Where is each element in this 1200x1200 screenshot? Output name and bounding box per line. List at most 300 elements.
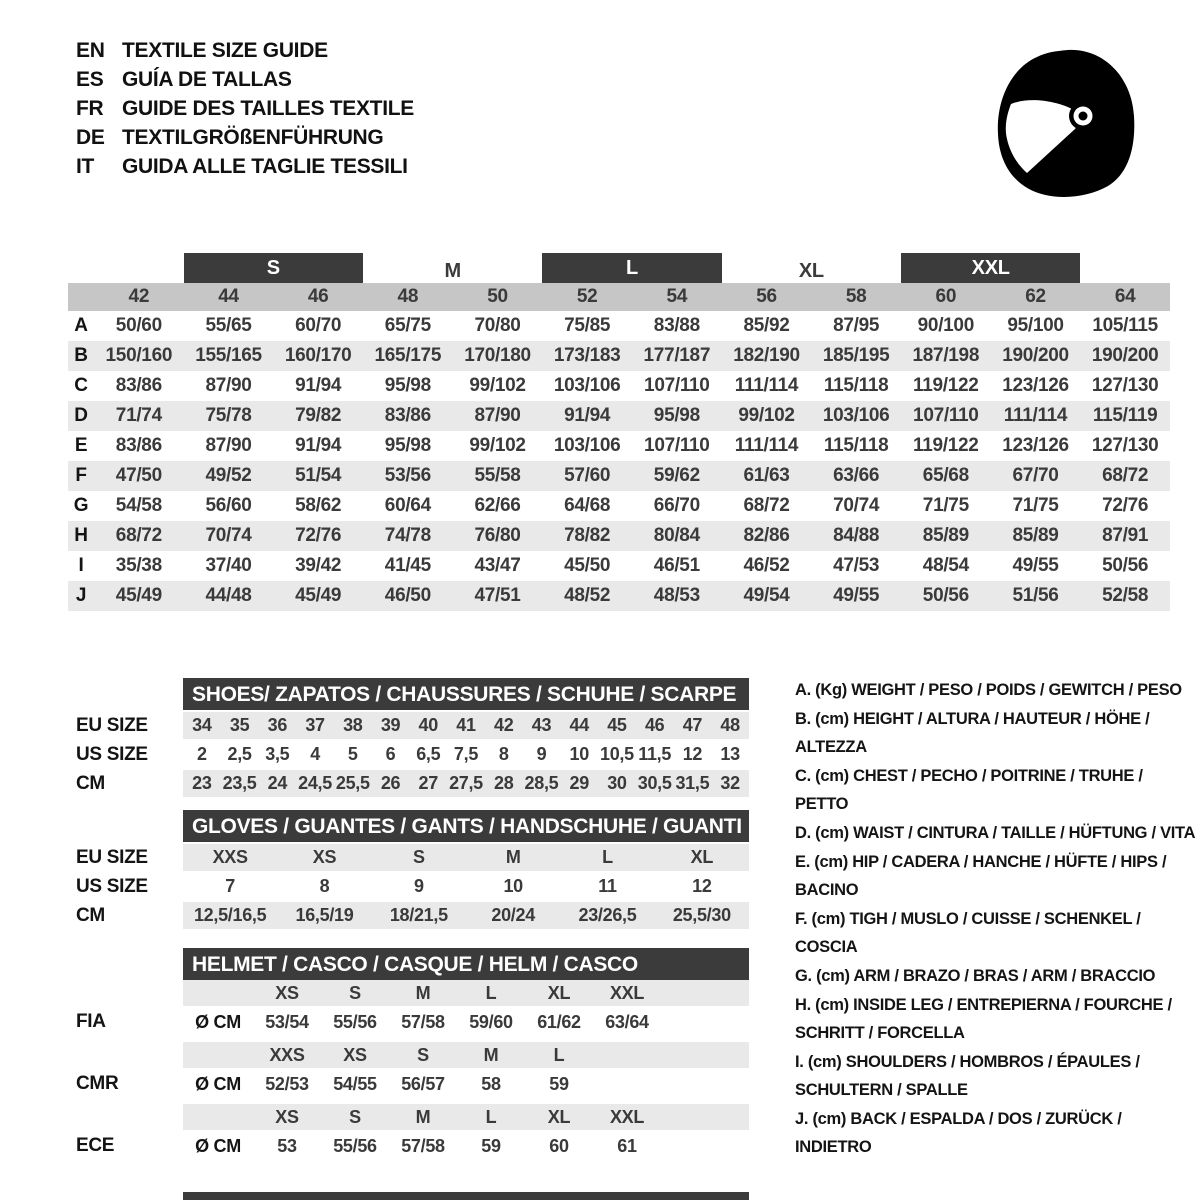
guide-title: GUIDA ALLE TAGLIE TESSILI — [122, 155, 408, 178]
gloves-section-header: GLOVES / GUANTES / GANTS / HANDSCHUHE / GUANTI — [183, 810, 749, 842]
size-value: 23,5 — [222, 773, 257, 793]
row-letter: H — [74, 525, 88, 546]
size-value: 7 — [225, 876, 236, 896]
size-value: 20/24 — [491, 905, 535, 925]
column-header: 52 — [576, 286, 598, 307]
size-value: 2 — [197, 744, 207, 764]
measurement-row — [68, 341, 1170, 371]
measurement-row — [68, 551, 1170, 581]
shoes-row-label: CM — [76, 773, 105, 794]
helmet-size-label: M — [483, 1044, 499, 1065]
measurement-row — [68, 371, 1170, 401]
size-value: 4 — [310, 744, 320, 764]
size-value: 79/82 — [295, 405, 342, 426]
legend-item: B. (cm) HEIGHT / ALTURA / HAUTEUR / HÖHE / ALTEZZA — [795, 710, 1150, 756]
size-value: 111/114 — [734, 435, 799, 456]
cropped-section-bar — [183, 1192, 749, 1200]
size-value: XS — [312, 847, 337, 867]
helmet-size-label: M — [415, 982, 431, 1003]
size-value: 66/70 — [653, 495, 700, 516]
size-value: 75/78 — [205, 405, 252, 426]
row-letter: E — [74, 435, 88, 456]
size-value: 68/72 — [743, 495, 790, 516]
gloves-row — [183, 873, 749, 900]
helmet-size-label: XL — [547, 982, 571, 1003]
size-value: 67/70 — [1012, 465, 1059, 486]
row-letter: C — [74, 375, 88, 396]
size-value: 127/130 — [1091, 375, 1159, 396]
diameter-unit: Ø CM — [195, 1011, 241, 1032]
helmet-standard-name: FIA — [76, 1011, 106, 1032]
size-value: 38 — [343, 715, 363, 735]
size-value: 11,5 — [638, 744, 672, 764]
size-value: 24,5 — [298, 773, 332, 793]
helmet-size-row — [183, 1104, 749, 1130]
size-value: 30,5 — [637, 773, 672, 793]
column-header: 46 — [307, 286, 329, 307]
size-value: 44/48 — [205, 585, 252, 606]
helmet-size-label: XS — [275, 1106, 299, 1127]
helmet-size-value: 53/54 — [265, 1011, 309, 1032]
size-value: 99/102 — [469, 435, 526, 456]
language-row — [76, 123, 414, 152]
helmet-size-label: S — [417, 1044, 429, 1065]
helmet-size-value: 57/58 — [401, 1135, 445, 1156]
size-value: 10 — [569, 744, 589, 764]
helmet-size-label: XXL — [609, 1106, 645, 1127]
helmet-size-label: L — [485, 982, 497, 1003]
size-value: 16,5/19 — [295, 905, 354, 925]
size-value: 85/92 — [743, 315, 790, 336]
size-value: 80/84 — [653, 525, 700, 546]
helmet-size-value: 61/62 — [537, 1011, 581, 1032]
size-value: 25,5 — [335, 773, 370, 793]
size-value: 18/21,5 — [389, 905, 448, 925]
racing-helmet-icon-svg — [982, 36, 1142, 204]
language-row — [76, 36, 414, 65]
size-value: 8 — [319, 876, 330, 896]
size-label-s: S — [184, 253, 363, 283]
size-value: 27 — [418, 773, 438, 793]
size-value: 91/94 — [564, 405, 611, 426]
size-label-m: M — [444, 260, 461, 282]
size-value: 50/56 — [922, 585, 969, 606]
size-value: 47 — [682, 715, 703, 735]
shoes-row — [183, 770, 749, 797]
size-value: 49/55 — [1012, 555, 1059, 576]
size-value: 49/55 — [833, 585, 880, 606]
size-value: 75/85 — [564, 315, 611, 336]
size-value: 12 — [682, 744, 703, 764]
size-value: 35 — [229, 715, 250, 735]
size-value: 46 — [644, 715, 665, 735]
language-row — [76, 152, 414, 181]
row-letter: J — [75, 585, 87, 606]
helmet-size-value: 55/56 — [333, 1011, 377, 1032]
size-value: 34 — [192, 715, 212, 735]
size-value: 56/60 — [205, 495, 252, 516]
measurement-row — [68, 491, 1170, 521]
size-value: 91/94 — [295, 435, 342, 456]
size-value: 12,5/16,5 — [193, 905, 267, 925]
size-value: 10 — [503, 876, 523, 896]
helmet-standard-name: ECE — [76, 1135, 115, 1156]
size-value: 39 — [380, 715, 401, 735]
size-value: L — [602, 847, 613, 867]
size-value: 95/98 — [384, 375, 431, 396]
row-letter: D — [74, 405, 88, 426]
helmet-size-label: XL — [547, 1106, 571, 1127]
row-letter: F — [75, 465, 87, 486]
size-value: 43/47 — [474, 555, 521, 576]
size-value: 43 — [531, 715, 552, 735]
size-value: 87/90 — [474, 405, 521, 426]
helmet-section-header: HELMET / CASCO / CASQUE / HELM / CASCO — [183, 948, 749, 980]
size-value: 31,5 — [675, 773, 710, 793]
size-value: 30 — [607, 773, 627, 793]
size-value: 87/90 — [205, 375, 252, 396]
size-value: 87/95 — [833, 315, 880, 336]
size-letter-header-row — [68, 253, 1170, 283]
shoes-row-label: EU SIZE — [76, 715, 148, 736]
size-value: 45/50 — [564, 555, 611, 576]
size-value: 60/70 — [295, 315, 342, 336]
size-value: 95/98 — [653, 405, 700, 426]
helmet-standard-name: CMR — [76, 1073, 119, 1094]
measurement-row — [68, 401, 1170, 431]
language-row — [76, 65, 414, 94]
size-value: 71/74 — [115, 405, 162, 426]
helmet-size-value: 59/60 — [469, 1011, 513, 1032]
size-value: 115/118 — [823, 435, 889, 456]
size-label-l: L — [542, 253, 721, 283]
size-value: M — [505, 847, 521, 867]
gloves-row-label: US SIZE — [76, 876, 148, 897]
size-value: 173/183 — [553, 345, 621, 366]
helmet-value-row — [183, 1130, 749, 1162]
size-label-xl: XL — [798, 260, 824, 282]
size-value: 49/52 — [205, 465, 252, 486]
size-value: 46/52 — [743, 555, 790, 576]
size-value: 7,5 — [453, 744, 479, 764]
helmet-size-value: 59 — [481, 1135, 501, 1156]
size-value: 23 — [192, 773, 212, 793]
size-value: 8 — [498, 744, 509, 764]
legend-item: F. (cm) TIGH / MUSLO / CUISSE / SCHENKEL / COSCIA — [795, 910, 1141, 956]
size-value: 49/54 — [743, 585, 790, 606]
size-value: XXS — [212, 847, 248, 867]
helmet-size-value: 52/53 — [265, 1073, 309, 1094]
helmet-size-value: 56/57 — [401, 1073, 445, 1094]
diameter-unit: Ø CM — [195, 1135, 241, 1156]
textile-size-table — [68, 253, 1170, 611]
column-header: 60 — [935, 286, 957, 307]
size-value: 83/86 — [115, 375, 162, 396]
size-value: 32 — [720, 773, 740, 793]
size-value: 64/68 — [564, 495, 611, 516]
row-letter: A — [74, 315, 88, 336]
legend-item: I. (cm) SHOULDERS / HOMBROS / ÉPAULES / SCHULTERN / SPALLE — [795, 1053, 1140, 1099]
size-value: 45/49 — [295, 585, 342, 606]
helmet-value-row — [183, 1068, 749, 1100]
measurement-row — [68, 431, 1170, 461]
helmet-size-label: S — [349, 1106, 361, 1127]
language-code: IT — [76, 155, 95, 178]
size-value: 99/102 — [469, 375, 526, 396]
size-value: 48/53 — [653, 585, 700, 606]
size-value: 51/54 — [295, 465, 342, 486]
size-value: 85/89 — [1012, 525, 1059, 546]
size-value: 72/76 — [295, 525, 342, 546]
helmet-standard-group — [183, 1042, 749, 1100]
size-value: 155/165 — [195, 345, 262, 366]
legend-item: J. (cm) BACK / ESPALDA / DOS / ZURÜCK / INDIETRO — [795, 1110, 1122, 1156]
size-value: 82/86 — [743, 525, 790, 546]
size-value: 107/110 — [644, 435, 710, 456]
helmet-size-row — [183, 1042, 749, 1068]
racing-helmet-icon — [982, 36, 1142, 206]
size-value: XL — [690, 847, 714, 867]
size-value: 39/42 — [295, 555, 342, 576]
size-value: 40 — [418, 715, 438, 735]
legend-item: G. (cm) ARM / BRAZO / BRAS / ARM / BRACCIO — [795, 967, 1156, 985]
size-value: 11 — [598, 876, 617, 896]
measurement-legend — [795, 676, 1197, 1162]
size-value: 42 — [494, 715, 514, 735]
column-header: 44 — [218, 286, 239, 307]
size-value: 190/200 — [1091, 345, 1159, 366]
size-value: 47/50 — [115, 465, 162, 486]
size-value: 87/91 — [1102, 525, 1149, 546]
size-value: 29 — [569, 773, 589, 793]
size-value: 28 — [494, 773, 514, 793]
helmet-size-value: 54/55 — [333, 1073, 377, 1094]
size-value: 103/106 — [553, 435, 621, 456]
size-value: 9 — [536, 744, 547, 764]
size-value: 127/130 — [1091, 435, 1159, 456]
helmet-size-label: L — [553, 1044, 565, 1065]
helmet-size-value: 63/64 — [605, 1011, 649, 1032]
size-value: 71/75 — [922, 495, 969, 516]
column-header: 54 — [666, 286, 688, 307]
size-value: 150/160 — [105, 345, 173, 366]
gloves-row-label: EU SIZE — [76, 847, 148, 868]
size-value: 26 — [380, 773, 401, 793]
size-value: 115/119 — [1092, 405, 1158, 426]
size-value: 60/64 — [384, 495, 431, 516]
size-value: 48/52 — [564, 585, 611, 606]
size-value: 23/26,5 — [578, 905, 637, 925]
size-value: 160/170 — [284, 345, 352, 366]
size-value: 61/63 — [743, 465, 790, 486]
size-value: 103/106 — [822, 405, 890, 426]
numeric-size-header-row — [68, 283, 1170, 311]
gloves-row — [183, 844, 749, 871]
helmet-size-label: XXS — [269, 1044, 305, 1065]
size-value: 47/53 — [833, 555, 880, 576]
size-value: 91/94 — [295, 375, 342, 396]
language-code: ES — [76, 68, 104, 91]
size-value: 48 — [720, 715, 740, 735]
row-letter: B — [74, 345, 88, 366]
size-value: 83/88 — [653, 315, 700, 336]
size-value: 54/58 — [115, 495, 162, 516]
language-code: DE — [76, 126, 105, 149]
size-value: 190/200 — [1002, 345, 1069, 366]
row-letter: I — [78, 555, 84, 576]
helmet-size-label: XXL — [609, 982, 645, 1003]
column-header: 58 — [845, 286, 867, 307]
size-value: 107/110 — [644, 375, 710, 396]
measurement-rows — [68, 311, 1170, 611]
row-letter: G — [73, 495, 89, 516]
gloves-row-label: CM — [76, 905, 105, 926]
size-value: 165/175 — [374, 345, 442, 366]
size-value: 55/65 — [205, 315, 252, 336]
language-title-list — [76, 36, 414, 181]
size-value: 9 — [413, 876, 424, 896]
size-value: 119/122 — [913, 435, 979, 456]
language-row — [76, 94, 414, 123]
size-value: 6,5 — [416, 744, 441, 764]
size-value: 187/198 — [912, 345, 980, 366]
helmet-size-value: 60 — [549, 1135, 569, 1156]
size-value: 52/58 — [1102, 585, 1149, 606]
size-value: 84/88 — [833, 525, 880, 546]
helmet-size-rows — [183, 980, 749, 1166]
legend-item: H. (cm) INSIDE LEG / ENTREPIERNA / FOURCHE / SCHRITT / FORCELLA — [795, 996, 1172, 1042]
size-value: 123/126 — [1002, 435, 1069, 456]
legend-item: A. (Kg) WEIGHT / PESO / POIDS / GEWITCH / PESO — [795, 681, 1182, 699]
size-value: 95/98 — [384, 435, 431, 456]
size-value: 50/60 — [115, 315, 162, 336]
legend-item: D. (cm) WAIST / CINTURA / TAILLE / HÜFTUNG / VITA — [795, 824, 1196, 842]
size-value: 185/195 — [822, 345, 890, 366]
guide-title: TEXTILE SIZE GUIDE — [122, 39, 328, 62]
size-value: 41 — [456, 715, 476, 735]
size-value: 44 — [569, 715, 589, 735]
language-code: FR — [76, 97, 104, 120]
size-value: 41/45 — [384, 555, 431, 576]
column-header: 64 — [1114, 286, 1136, 307]
size-value: 28,5 — [524, 773, 559, 793]
size-value: 27,5 — [449, 773, 483, 793]
size-value: 70/74 — [205, 525, 252, 546]
size-value: 55/58 — [474, 465, 521, 486]
size-value: 46/50 — [384, 585, 431, 606]
size-value: 70/74 — [833, 495, 880, 516]
size-value: 105/115 — [1092, 315, 1158, 336]
guide-title: GUIDE DES TAILLES TEXTILE — [122, 97, 414, 120]
diameter-unit: Ø CM — [195, 1073, 241, 1094]
shoes-section-header: SHOES/ ZAPATOS / CHAUSSURES / SCHUHE / SCARPE — [183, 678, 749, 710]
helmet-size-label: XS — [275, 982, 299, 1003]
size-value: 85/89 — [922, 525, 969, 546]
column-header: 50 — [487, 286, 508, 307]
size-value: 70/80 — [474, 315, 521, 336]
helmet-size-value: 53 — [277, 1135, 297, 1156]
size-value: 83/86 — [115, 435, 162, 456]
size-value: 177/187 — [643, 345, 711, 366]
gloves-row — [183, 902, 749, 929]
size-value: 99/102 — [738, 405, 795, 426]
size-value: 90/100 — [917, 315, 974, 336]
language-code: EN — [76, 39, 105, 62]
size-value: 58/62 — [295, 495, 342, 516]
size-value: 111/114 — [734, 375, 799, 396]
size-value: 2,5 — [227, 744, 252, 764]
size-value: 170/180 — [464, 345, 531, 366]
helmet-size-value: 58 — [481, 1073, 501, 1094]
size-value: 59/62 — [653, 465, 700, 486]
helmet-standard-group — [183, 1104, 749, 1162]
size-value: 87/90 — [205, 435, 252, 456]
size-value: 65/75 — [384, 315, 431, 336]
size-value: 63/66 — [833, 465, 880, 486]
size-value: 115/118 — [823, 375, 889, 396]
helmet-size-label: M — [415, 1106, 431, 1127]
helmet-size-label: L — [485, 1106, 497, 1127]
size-value: 68/72 — [115, 525, 162, 546]
shoes-row — [183, 712, 749, 739]
shoes-row — [183, 741, 749, 768]
column-header: 48 — [397, 286, 419, 307]
size-value: 74/78 — [384, 525, 431, 546]
measurement-row — [68, 521, 1170, 551]
shoes-size-rows — [183, 712, 749, 799]
size-value: 35/38 — [115, 555, 162, 576]
size-value: 103/106 — [553, 375, 621, 396]
size-value: 62/66 — [474, 495, 521, 516]
size-value: 47/51 — [474, 585, 521, 606]
size-value: 123/126 — [1002, 375, 1069, 396]
size-value: 71/75 — [1012, 495, 1059, 516]
column-header: 42 — [128, 286, 150, 307]
size-value: 107/110 — [913, 405, 979, 426]
size-value: 13 — [720, 744, 740, 764]
size-value: 45 — [607, 715, 627, 735]
measurement-row — [68, 311, 1170, 341]
helmet-size-label: S — [349, 982, 361, 1003]
size-value: 48/54 — [922, 555, 969, 576]
helmet-size-value: 59 — [549, 1073, 569, 1094]
size-value: 50/56 — [1102, 555, 1149, 576]
helmet-size-value: 57/58 — [401, 1011, 445, 1032]
size-value: 3,5 — [265, 744, 290, 764]
size-value: 24 — [267, 773, 288, 793]
size-value: 78/82 — [564, 525, 611, 546]
size-value: 68/72 — [1102, 465, 1149, 486]
size-value: 83/86 — [384, 405, 431, 426]
helmet-size-row — [183, 980, 749, 1006]
size-value: 111/114 — [1003, 405, 1068, 426]
size-value: 6 — [385, 744, 396, 764]
shoes-row-labels — [76, 712, 180, 799]
size-value: 53/56 — [384, 465, 431, 486]
guide-title: GUÍA DE TALLAS — [122, 68, 292, 91]
size-value: 57/60 — [564, 465, 611, 486]
helmet-value-row — [183, 1006, 749, 1038]
size-value: 5 — [347, 744, 358, 764]
size-value: 37/40 — [205, 555, 252, 576]
size-value: 46/51 — [653, 555, 700, 576]
measurement-row — [68, 581, 1170, 611]
column-header: 56 — [756, 286, 777, 307]
measurement-row — [68, 461, 1170, 491]
size-value: 51/56 — [1012, 585, 1059, 606]
helmet-standard-group — [183, 980, 749, 1038]
size-value: 25,5/30 — [672, 905, 731, 925]
